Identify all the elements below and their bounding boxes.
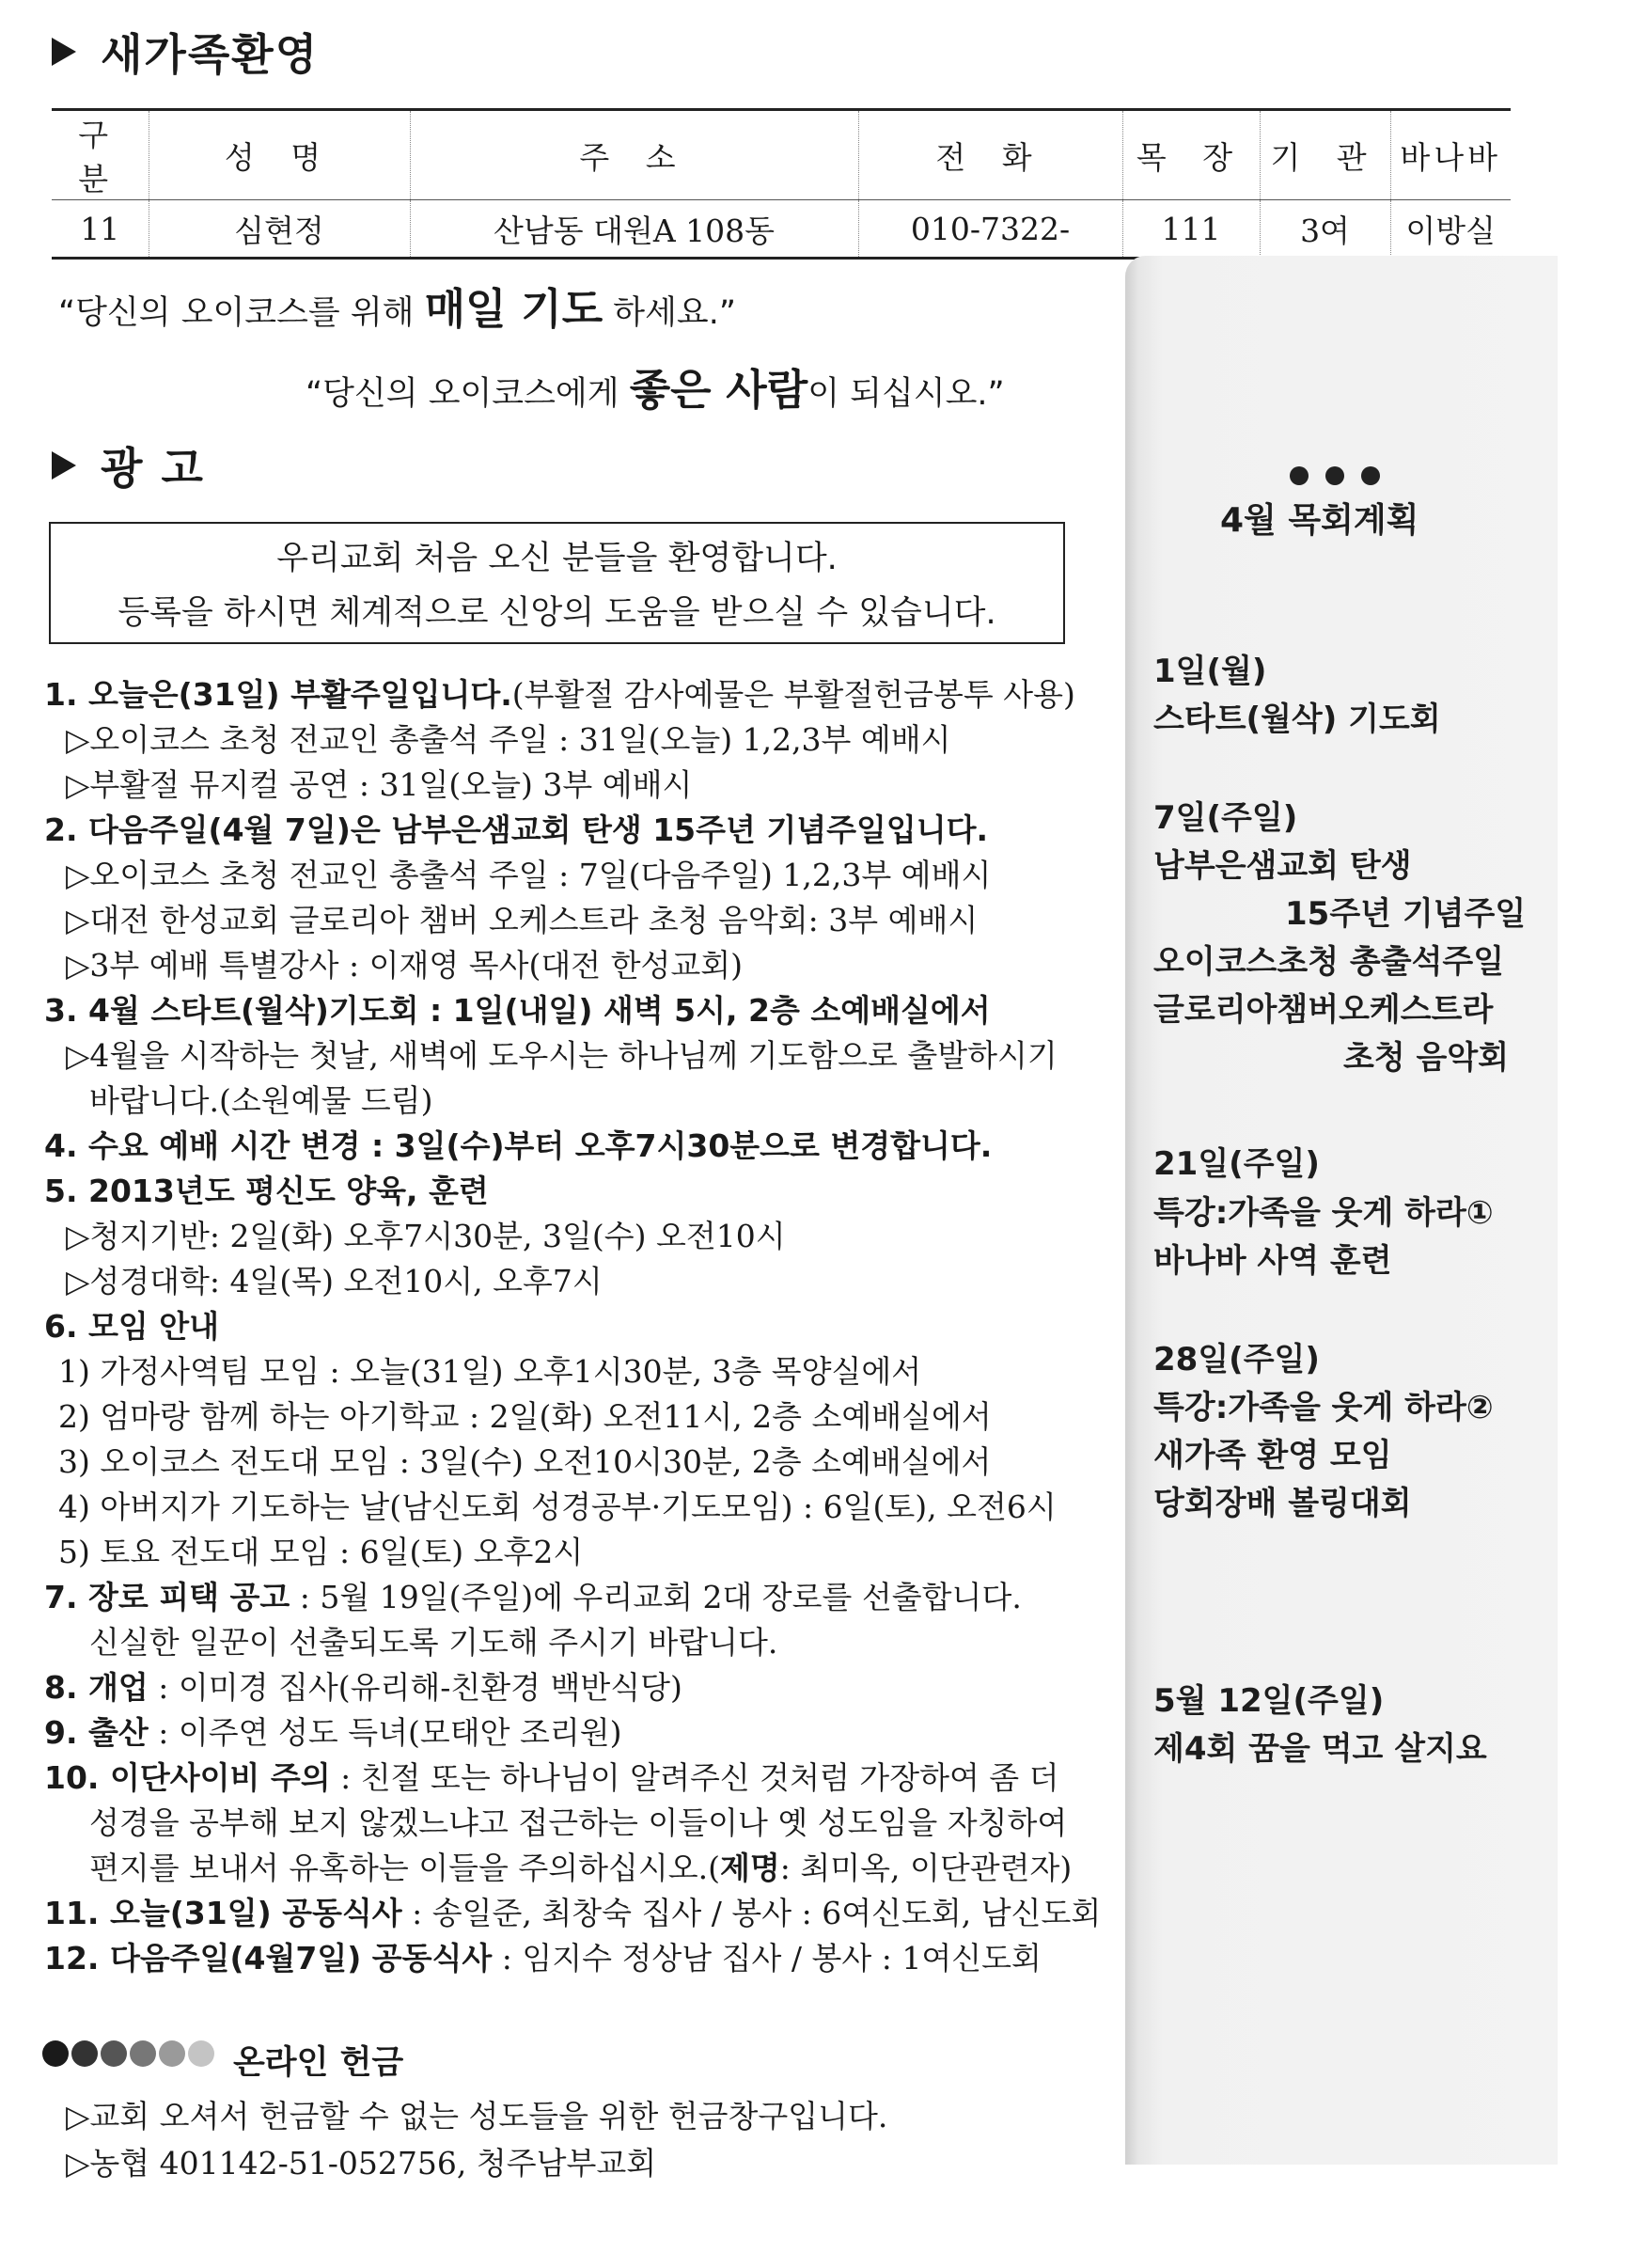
announcement-9 [44, 1709, 621, 1753]
bullet-dot-icon [71, 2040, 98, 2067]
plan-date: 21일(주일) [1153, 1145, 1320, 1183]
plan-date: 1일(월) [1153, 653, 1267, 690]
announcement-line: ▷부활절 뮤지컬 공연 : 31일(오늘) 3부 예배시 [66, 766, 693, 803]
plan-date: 7일(주일) [1153, 799, 1298, 837]
online-offering-account: ▷농협 401142-51-052756, 청주남부교회 [66, 2145, 657, 2181]
plan-date: 5월 12일(주일) [1153, 1682, 1385, 1720]
announcement-11-head: 11. 오늘(31일) 공동식사 [44, 1895, 402, 1931]
quote-1-emphasis: 매일 기도 [424, 284, 603, 334]
quote-1-end: 하세요.” [603, 294, 736, 332]
announcement-5 [44, 1167, 489, 1211]
announcement-3-head: 3. 4월 스타트(월삭)기도회 : 1일(내일) 새벽 5시, 2층 소예배실에서 [44, 992, 991, 1029]
announcement-12 [44, 1934, 1042, 1978]
announcement-line: 4) 아버지가 기도하는 날(남신도회 성경공부·기도모임) : 6일(토), 오전6시 [58, 1488, 1057, 1525]
dot-icon [1325, 466, 1344, 485]
announcement-3 [44, 986, 991, 1031]
triangle-bullet-icon [52, 451, 76, 480]
dot-icon [1290, 466, 1309, 485]
announcement-10 [44, 1754, 1059, 1798]
announcement-line: 5) 토요 전도대 모임 : 6일(토) 오후2시 [58, 1534, 584, 1570]
plan-item: 초청 음악회 [1343, 1039, 1510, 1077]
plan-item: 당회장배 볼링대회 [1153, 1485, 1412, 1522]
plan-item: 바나바 사역 훈련 [1153, 1242, 1392, 1280]
plan-date: 28일(주일) [1153, 1341, 1320, 1378]
expelled-names: : 최미옥, 이단관련자) [779, 1850, 1073, 1886]
welcome-section-header [52, 21, 319, 83]
header-category: 구 분 [52, 110, 149, 200]
announcement-line: ▷오이코스 초청 전교인 총출석 주일 : 7일(다음주일) 1,2,3부 예배시 [66, 857, 992, 893]
warning-text: 편지를 보내서 유혹하는 이들을 주의하십시오.( [89, 1850, 721, 1886]
announcement-7-head: 7. 장로 피택 공고 [44, 1579, 290, 1615]
welcome-title: 새가족환영 [101, 29, 320, 80]
announcement-8-tail: : 이미경 집사(유리해-친환경 백반식당) [148, 1669, 682, 1706]
announcement-5-head: 5. 2013년도 평신도 양육, 훈련 [44, 1173, 489, 1209]
plan-item: 15주년 기념주일 [1285, 895, 1527, 933]
ads-section-header [52, 434, 205, 496]
cell-phone: 010-7322- [858, 200, 1122, 259]
bullet-dot-icon [130, 2040, 156, 2067]
header-address: 주 소 [410, 110, 858, 200]
quote-2 [306, 355, 1005, 417]
announcement-line: 2) 엄마랑 함께 하는 아기학교 : 2일(화) 오전11시, 2층 소예배실에서 [58, 1398, 992, 1435]
announcement-10-tail: : 친절 또는 하나님이 알려주신 것처럼 가장하여 좀 더 [330, 1759, 1059, 1796]
announcement-12-head: 12. 다음주일(4월7일) 공동식사 [44, 1940, 493, 1977]
plan-item: 특강:가족을 웃게 하라② [1153, 1389, 1494, 1426]
header-barnabas: 바나바 [1390, 110, 1511, 200]
announcement-4-head: 4. 수요 예배 시간 변경 : 3일(수)부터 오후7시30분으로 변경합니다. [44, 1127, 993, 1164]
announcement-line: 1) 가정사역팀 모임 : 오늘(31일) 오후1시30분, 3층 목양실에서 [58, 1353, 922, 1390]
cell-category: 11 [52, 200, 149, 259]
announcement-line: 신실한 일꾼이 선출되도록 기도해 주시기 바랍니다. [89, 1624, 778, 1661]
quote-2-start: “당신의 오이코스에게 [306, 375, 630, 413]
dot-icon [1361, 466, 1380, 485]
table-row [52, 200, 1511, 259]
plan-item: 제4회 꿈을 먹고 살지요 [1153, 1730, 1487, 1768]
cell-name: 심현정 [149, 200, 410, 259]
plan-item: 특강:가족을 웃게 하라① [1153, 1194, 1494, 1232]
cell-group: 3여 [1260, 200, 1390, 259]
announcement-line: ▷3부 예배 특별강사 : 이재영 목사(대전 한성교회) [66, 947, 743, 984]
cell-address: 산남동 대원A 108동 [410, 200, 858, 259]
announcement-line: 3) 오이코스 전도대 모임 : 3일(수) 오전10시30분, 2층 소예배실에서 [58, 1443, 992, 1480]
announcement-11 [44, 1889, 1101, 1933]
header-name: 성 명 [149, 110, 410, 200]
announcement-11-tail: : 송일준, 최창숙 집사 / 봉사 : 6여신도회, 남신도회 [401, 1895, 1102, 1931]
notice-line-2: 등록을 하시면 체계적으로 신앙의 도움을 받으실 수 있습니다. [118, 594, 996, 632]
announcement-6-head: 6. 모임 안내 [44, 1308, 219, 1345]
online-offering-dots [42, 2040, 214, 2067]
announcement-8-head: 8. 개업 [44, 1669, 149, 1706]
bullet-dot-icon [159, 2040, 185, 2067]
announcement-line: ▷오이코스 초청 전교인 총출석 주일 : 31일(오늘) 1,2,3부 예배시 [66, 721, 951, 758]
announcement-2 [44, 806, 988, 850]
announcement-1 [44, 670, 1075, 715]
announcement-line [89, 1844, 1072, 1888]
announcement-line: ▷4월을 시작하는 첫날, 새벽에 도우시는 하나님께 기도함으로 출발하시기 [66, 1037, 1058, 1074]
announcement-1-tail: (부활절 감사예물은 부활절헌금봉투 사용) [511, 676, 1075, 713]
announcement-2-head: 2. 다음주일(4월 7일)은 남부은샘교회 탄생 15주년 기념주일입니다. [44, 811, 989, 848]
announcement-line: ▷성경대학: 4일(목) 오전10시, 오후7시 [66, 1263, 603, 1299]
sidebar-title: 4월 목회계획 [1220, 501, 1419, 540]
announcement-line: ▷청지기반: 2일(화) 오후7시30분, 3일(수) 오전10시 [66, 1218, 786, 1254]
bullet-dot-icon [101, 2040, 127, 2067]
announcement-1-head: 1. 오늘은(31일) 부활주일입니다. [44, 676, 512, 713]
announcement-12-tail: : 임지수 정상남 집사 / 봉사 : 1여신도회 [492, 1940, 1042, 1977]
notice-line-1: 우리교회 처음 오신 분들을 환영합니다. [276, 540, 838, 577]
cell-barnabas: 이방실 [1390, 200, 1511, 259]
announcement-4 [44, 1122, 992, 1166]
triangle-bullet-icon [52, 38, 76, 66]
announcement-9-head: 9. 출산 [44, 1714, 149, 1751]
expelled-label: 제명 [720, 1850, 780, 1886]
online-offering-line-1: ▷교회 오셔서 헌금할 수 없는 성도들을 위한 헌금창구입니다. [66, 2098, 888, 2134]
header-group: 기 관 [1260, 110, 1390, 200]
header-mokjang: 목 장 [1122, 110, 1260, 200]
welcome-notice-box [49, 522, 1065, 644]
cell-mokjang: 111 [1122, 200, 1260, 259]
announcement-7 [44, 1573, 1022, 1617]
announcement-line: ▷대전 한성교회 글로리아 챔버 오케스트라 초청 음악회: 3부 예배시 [66, 902, 979, 938]
table-header-row [52, 110, 1511, 200]
ads-title: 광 고 [101, 443, 205, 494]
bullet-dot-icon [42, 2040, 69, 2067]
bullet-dot-icon [188, 2040, 214, 2067]
new-family-table [52, 108, 1511, 260]
announcement-9-tail: : 이주연 성도 득녀(모태안 조리원) [148, 1714, 622, 1751]
plan-item: 오이코스초청 총출석주일 [1153, 943, 1505, 981]
quote-2-end: 이 되십시오.” [807, 375, 1005, 413]
plan-item: 글로리아챔버오케스트라 [1153, 991, 1494, 1029]
quote-1-start: “당신의 오이코스를 위해 [58, 294, 425, 332]
header-phone: 전 화 [858, 110, 1122, 200]
plan-item: 남부은샘교회 탄생 [1153, 847, 1412, 885]
announcement-line: 바랍니다.(소원예물 드림) [89, 1082, 433, 1119]
plan-item: 새가족 환영 모임 [1153, 1437, 1392, 1474]
quote-1 [58, 275, 736, 336]
announcement-6 [44, 1302, 219, 1347]
announcement-8 [44, 1663, 682, 1708]
quote-2-emphasis: 좋은 사람 [629, 365, 808, 415]
announcement-7-tail: : 5월 19일(주일)에 우리교회 2대 장로를 선출합니다. [290, 1579, 1022, 1615]
announcement-line: 성경을 공부해 보지 않겠느냐고 접근하는 이들이나 옛 성도임을 자칭하여 [89, 1804, 1068, 1841]
announcement-10-head: 10. 이단사이비 주의 [44, 1759, 331, 1796]
plan-item: 스타트(월삭) 기도회 [1153, 701, 1441, 738]
online-offering-title: 온라인 헌금 [233, 2044, 404, 2082]
